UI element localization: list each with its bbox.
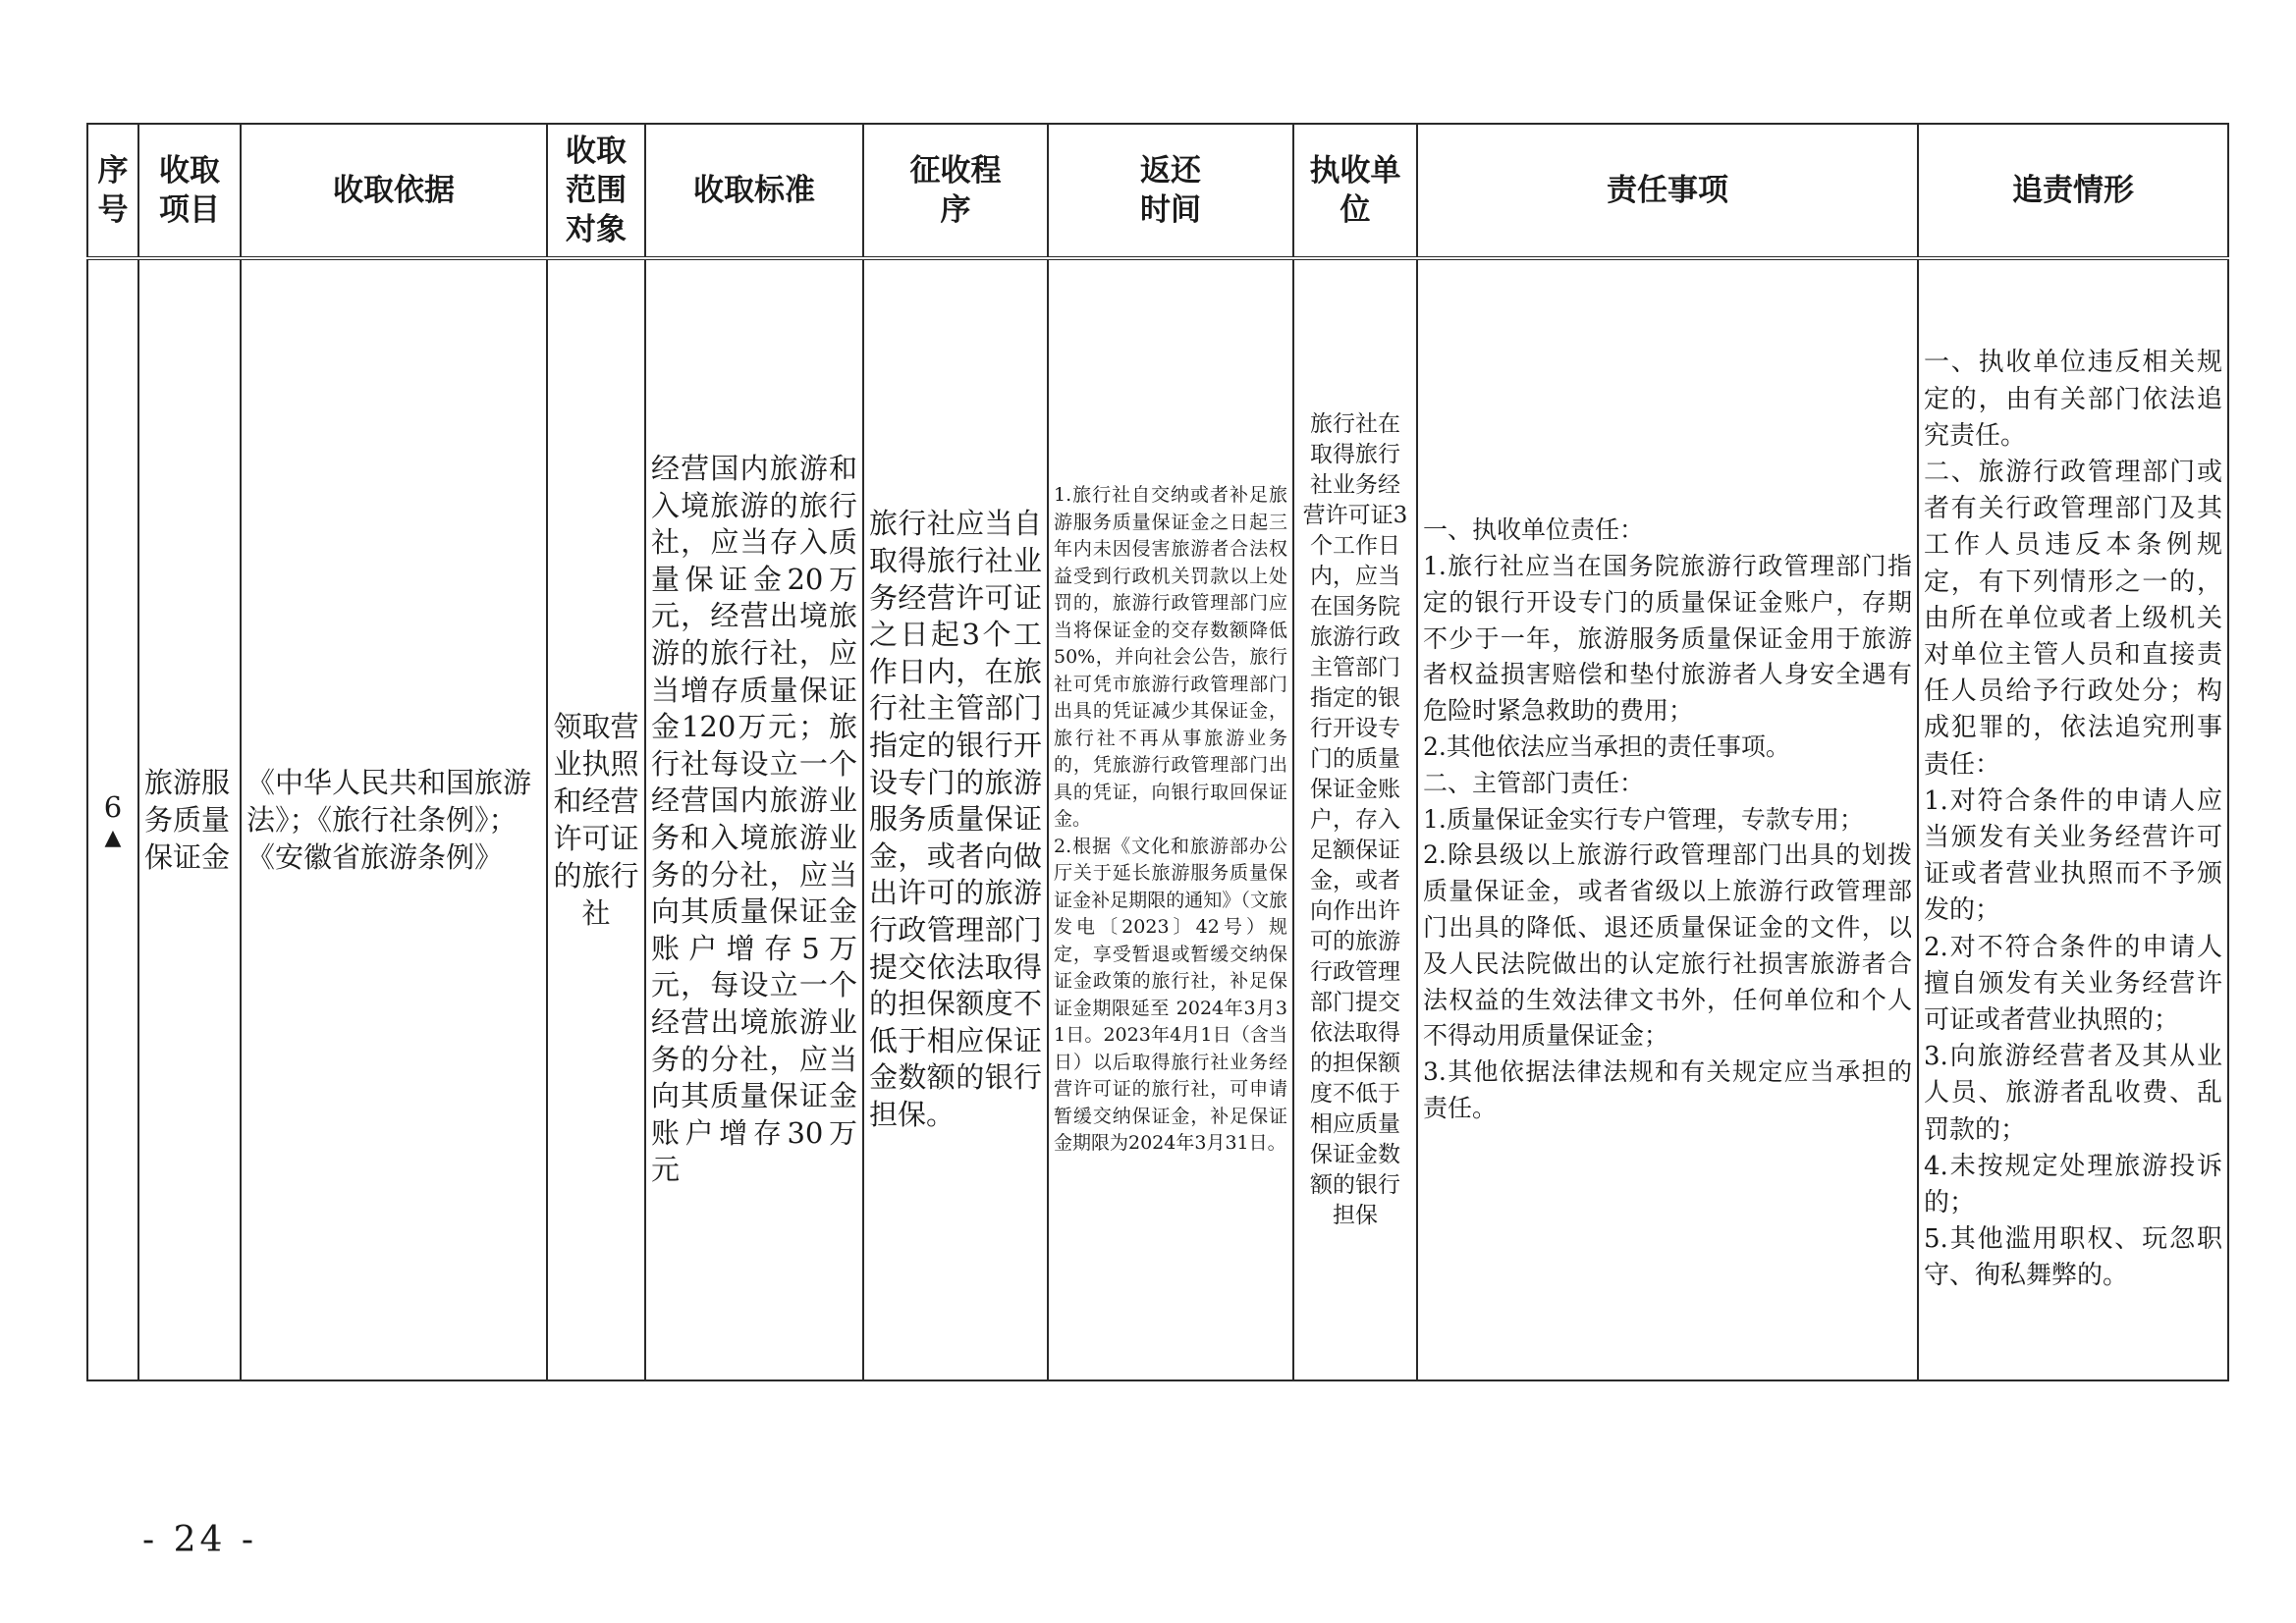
header-return-time: 返还时间 (1048, 124, 1293, 258)
cell-accountability: 一、执收单位违反相关规定的，由有关部门依法追究责任。 二、旅游行政管理部门或者有关行政管理部门及其工作人员违反本条例规定，有下列情形之一的，由所在单位或者上级机关对单位主管人员和直接责任人员给予行政处分；构成犯罪的，依法追究刑事责任： 1.对符合条件的申请人应当颁发有关业务经营许可证或者营业执照而不予颁发的； 2.对不符合条件的申请人擅自颁发有关业务经营许可证或者营业执照的； 3.向旅游经营者及其从业人员、旅游者乱收费、乱罚款的； 4.未按规定处理旅游投诉的； 5.其他滥用职权、玩忽职守、徇私舞弊的。 (1918, 258, 2228, 1380)
cell-responsibility: 一、执收单位责任： 1.旅行社应当在国务院旅游行政管理部门指定的银行开设专门的质量保证金账户，存期不少于一年，旅游服务质量保证金用于旅游者权益损害赔偿和垫付旅游者人身安全遇有危险时紧急救助的费用； 2.其他依法应当承担的责任事项。 二、主管部门责任： 1.质量保证金实行专户管理，专款专用； 2.除县级以上旅游行政管理部门出具的划拨质量保证金，或者省级以上旅游行政管理部门出具的降低、退还质量保证金的文件，以及人民法院做出的认定旅行社损害旅游者合法权益的生效法律文书外，任何单位和个人不得动用质量保证金； 3.其他依据法律法规和有关规定应当承担的责任。 (1417, 258, 1918, 1380)
cell-scope: 领取营业执照和经营许可证的旅行社 (547, 258, 645, 1380)
header-procedure: 征收程序 (863, 124, 1048, 258)
table-header-row (87, 124, 2228, 258)
cell-basis: 《中华人民共和国旅游法》；《旅行社条例》；《安徽省旅游条例》 (241, 258, 547, 1380)
page-number: - 24 - (142, 1520, 258, 1560)
cell-return-time: 1.旅行社自交纳或者补足旅游服务质量保证金之日起三年内未因侵害旅游者合法权益受到行政机关罚款以上处罚的，旅游行政管理部门应当将保证金的交存数额降低50%，并向社会公告，旅行社可凭市旅游行政管理部门出具的凭证减少其保证金，旅行社不再从事旅游业务的，凭旅游行政管理部门出具的凭证，向银行取回保证金。 2.根据《文化和旅游部办公厅关于延长旅游服务质量保证金补足期限的通知》（文旅发电〔2023〕42号）规定，享受暂退或暂缓交纳保证金政策的旅行社，补足保证金期限延至 2024年3月31日。2023年4月1日（含当日）以后取得旅行社业务经营许可证的旅行社，可申请暂缓交纳保证金，补足保证金期限为2024年3月31日。 (1048, 258, 1293, 1380)
fee-table-frame (86, 123, 2227, 1381)
cell-unit: 旅行社在取得旅行社业务经营许可证3个工作日内，应当在国务院旅游行政主管部门指定的银行开设专门的质量保证金账户，存入足额保证金，或者向作出许可的旅游行政管理部门提交依法取得的担保额度不低于相应质量保证金数额的银行担保 (1293, 258, 1417, 1380)
row-number: 6 (103, 789, 123, 824)
cell-procedure: 旅行社应当自取得旅行社业务经营许可证之日起3个工作日内，在旅行社主管部门指定的银行开设专门的旅游服务质量保证金，或者向做出许可的旅游行政管理部门提交依法取得的担保额度不低于相应保证金数额的银行担保。 (863, 258, 1048, 1380)
table-row (87, 258, 2228, 1380)
header-no: 序号 (87, 124, 138, 258)
header-basis: 收取依据 (241, 124, 547, 258)
cell-standard: 经营国内旅游和入境旅游的旅行社，应当存入质量保证金20万元，经营出境旅游的旅行社，应当增存质量保证金120万元；旅行社每设立一个经营国内旅游业务和入境旅游业务的分社，应当向其质量保证金账户增存5万元，每设立一个经营出境旅游业务的分社，应当向其质量保证金账户增存30万元 (645, 258, 863, 1380)
header-accountability: 追责情形 (1918, 124, 2228, 258)
header-responsibility: 责任事项 (1417, 124, 1918, 258)
cell-no (87, 258, 138, 1380)
triangle-mark-icon: ▲ (104, 826, 122, 851)
header-unit: 执收单位 (1293, 124, 1417, 258)
header-standard: 收取标准 (645, 124, 863, 258)
header-item: 收取项目 (138, 124, 241, 258)
fee-collection-table (86, 123, 2229, 1381)
cell-item: 旅游服务质量保证金 (138, 258, 241, 1380)
header-scope: 收取范围对象 (547, 124, 645, 258)
